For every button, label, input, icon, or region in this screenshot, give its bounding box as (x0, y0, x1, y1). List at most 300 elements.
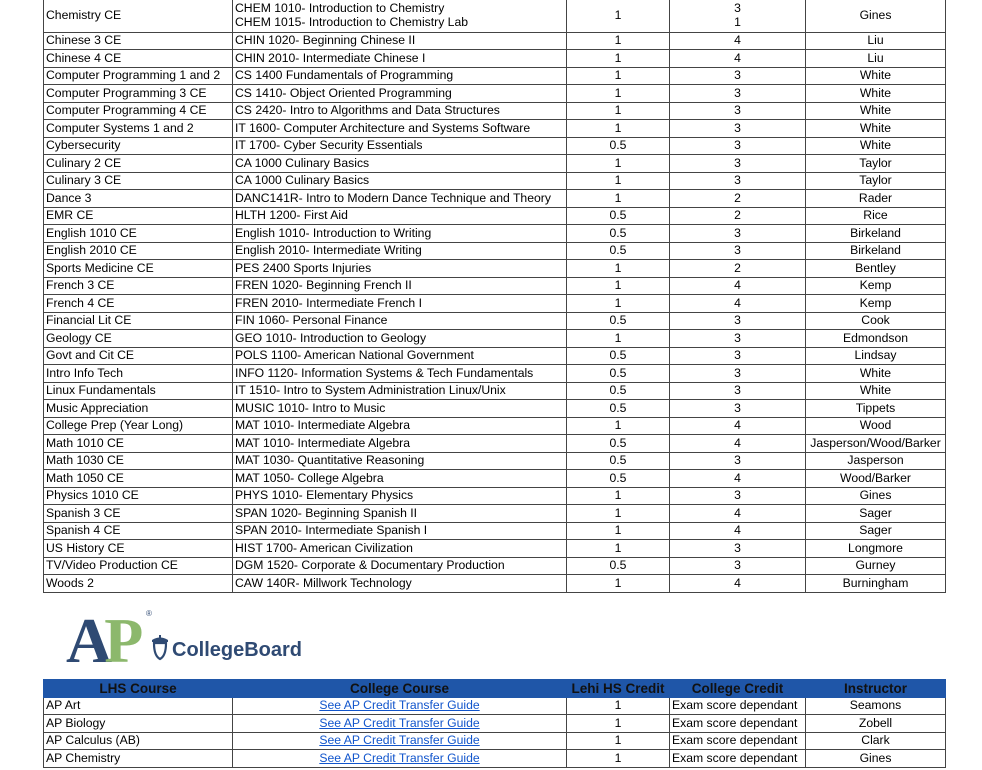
lehi-hs-credit-cell: 0.5 (567, 382, 670, 400)
lhs-course-cell: French 4 CE (44, 295, 233, 313)
college-credit-cell (670, 120, 806, 138)
lehi-hs-credit-cell: 1 (567, 540, 670, 558)
college-course-cell (233, 85, 567, 103)
lehi-hs-credit-cell: 1 (567, 575, 670, 593)
instructor-cell: Bentley (806, 260, 946, 278)
college-course-cell (233, 505, 567, 523)
college-course-cell (233, 435, 567, 453)
instructor-cell: Sager (806, 505, 946, 523)
college-credit-line: 3 (734, 138, 741, 152)
table-row (44, 750, 946, 768)
table-row (44, 732, 946, 750)
table-row (44, 557, 946, 575)
college-credit-cell: Exam score dependant (670, 750, 806, 768)
college-credit-cell (670, 155, 806, 173)
college-credit-line: 3 (734, 348, 741, 362)
college-course-line: FIN 1060- Personal Finance (235, 313, 388, 327)
college-credit-line: 4 (734, 50, 741, 65)
college-credit-cell (670, 0, 806, 32)
college-credit-line: 3 (734, 155, 741, 170)
college-course-cell (233, 400, 567, 418)
instructor-cell: White (806, 365, 946, 383)
college-course-line: MAT 1010- Intermediate Algebra (235, 418, 411, 432)
acorn-icon (152, 635, 168, 659)
college-credit-cell (670, 190, 806, 208)
table-row (44, 312, 946, 330)
instructor-cell: Wood (806, 417, 946, 435)
college-course-line: PES 2400 Sports Injuries (235, 260, 372, 275)
table-row (44, 67, 946, 85)
lehi-hs-credit-cell: 1 (567, 32, 670, 50)
table-row (44, 155, 946, 173)
instructor-cell: Birkeland (806, 225, 946, 243)
lhs-course-cell: English 1010 CE (44, 225, 233, 243)
lhs-course-cell: AP Chemistry (44, 750, 233, 768)
table-row (44, 697, 946, 715)
header-college-course: College Course (233, 680, 567, 698)
table-row (44, 715, 946, 733)
college-credit-line: 4 (734, 295, 741, 310)
lehi-hs-credit-cell: 1 (567, 120, 670, 138)
lehi-hs-credit-cell: 1 (567, 417, 670, 435)
college-course-cell (233, 557, 567, 575)
college-course-cell (233, 470, 567, 488)
college-course-cell (233, 487, 567, 505)
instructor-cell: Tippets (806, 400, 946, 418)
college-credit-line: 3 (734, 173, 741, 187)
college-credit-line: 3 (734, 103, 741, 117)
table-row (44, 575, 946, 593)
college-credit-line: 3 (734, 453, 741, 467)
lhs-course-cell: Chinese 3 CE (44, 32, 233, 50)
instructor-cell: White (806, 120, 946, 138)
instructor-cell: White (806, 102, 946, 120)
college-course-cell (233, 50, 567, 68)
college-course-line: HIST 1700- American Civilization (235, 540, 413, 555)
college-course-cell (233, 382, 567, 400)
ap-credit-transfer-guide-link[interactable]: See AP Credit Transfer Guide (319, 733, 480, 747)
college-credit-cell (670, 452, 806, 470)
instructor-cell: Gurney (806, 557, 946, 575)
header-instructor: Instructor (806, 680, 946, 698)
table-row (44, 400, 946, 418)
lehi-hs-credit-cell: 1 (567, 172, 670, 190)
college-course-line: MAT 1030- Quantitative Reasoning (235, 453, 425, 467)
lehi-hs-credit-cell: 1 (567, 50, 670, 68)
college-credit-cell: Exam score dependant (670, 697, 806, 715)
college-course-cell (233, 575, 567, 593)
instructor-cell: Edmondson (806, 330, 946, 348)
lhs-course-cell: Chemistry CE (44, 0, 233, 32)
table-row (44, 242, 946, 260)
table-row (44, 225, 946, 243)
college-credit-line: 4 (734, 33, 741, 47)
college-course-line: FREN 2010- Intermediate French I (235, 295, 422, 310)
lhs-course-cell: English 2010 CE (44, 242, 233, 260)
college-credit-line: 3 (734, 68, 741, 82)
lhs-course-cell: Computer Programming 1 and 2 (44, 67, 233, 85)
lehi-hs-credit-cell: 0.5 (567, 365, 670, 383)
lehi-hs-credit-cell: 1 (567, 0, 670, 32)
ap-table-header-row (44, 680, 946, 698)
college-credit-cell (670, 312, 806, 330)
college-course-line: IT 1700- Cyber Security Essentials (235, 138, 423, 152)
instructor-cell: Birkeland (806, 242, 946, 260)
table-row (44, 505, 946, 523)
college-credit-cell (670, 50, 806, 68)
college-credit-cell (670, 365, 806, 383)
college-course-line: CA 1000 Culinary Basics (235, 155, 370, 170)
college-course-line: MAT 1010- Intermediate Algebra (235, 435, 411, 450)
lehi-hs-credit-cell: 0.5 (567, 400, 670, 418)
college-credit-line: 3 (734, 558, 741, 572)
college-credit-cell (670, 225, 806, 243)
college-credit-cell (670, 470, 806, 488)
college-course-cell (233, 750, 567, 768)
table-row (44, 85, 946, 103)
college-credit-cell (670, 85, 806, 103)
college-credit-line: 3 (734, 540, 741, 555)
college-credit-cell (670, 575, 806, 593)
lhs-course-cell: Physics 1010 CE (44, 487, 233, 505)
college-credit-cell (670, 207, 806, 225)
college-course-line: CA 1000 Culinary Basics (235, 173, 370, 187)
concurrent-enrollment-table (43, 0, 946, 593)
lehi-hs-credit-cell: 0.5 (567, 435, 670, 453)
lhs-course-cell: Geology CE (44, 330, 233, 348)
college-course-line: MUSIC 1010- Intro to Music (235, 400, 386, 415)
ap-logo-registered: ® (146, 609, 152, 618)
college-course-line: CHEM 1015- Introduction to Chemistry Lab (235, 14, 469, 29)
instructor-cell: White (806, 67, 946, 85)
instructor-cell: Kemp (806, 277, 946, 295)
college-credit-line: 3 (734, 400, 741, 415)
college-credit-line: 2 (734, 190, 741, 205)
lhs-course-cell: TV/Video Production CE (44, 557, 233, 575)
college-course-line: SPAN 2010- Intermediate Spanish I (235, 523, 428, 537)
college-credit-line: 4 (734, 523, 741, 537)
college-course-line: IT 1600- Computer Architecture and Systems Software (235, 120, 531, 135)
table-row (44, 470, 946, 488)
college-course-cell (233, 540, 567, 558)
table-row (44, 435, 946, 453)
ap-credit-transfer-guide-link[interactable]: See AP Credit Transfer Guide (319, 698, 480, 712)
college-credit-cell (670, 260, 806, 278)
college-credit-line: 4 (734, 575, 741, 590)
lehi-hs-credit-cell: 1 (567, 505, 670, 523)
college-credit-cell (670, 347, 806, 365)
instructor-cell: Sager (806, 522, 946, 540)
college-credit-line: 4 (734, 470, 741, 485)
instructor-cell: Gines (806, 0, 946, 32)
lehi-hs-credit-cell: 0.5 (567, 225, 670, 243)
college-credit-line: 4 (734, 505, 741, 520)
college-course-cell (233, 365, 567, 383)
college-credit-cell (670, 277, 806, 295)
college-credit-line: 3 (734, 225, 741, 240)
lehi-hs-credit-cell: 1 (567, 155, 670, 173)
college-course-cell (233, 137, 567, 155)
college-course-line: GEO 1010- Introduction to Geology (235, 330, 427, 345)
lhs-course-cell: Dance 3 (44, 190, 233, 208)
table-row (44, 190, 946, 208)
college-credit-cell (670, 242, 806, 260)
college-credit-cell (670, 540, 806, 558)
college-credit-line: 2 (734, 208, 741, 222)
college-course-cell (233, 330, 567, 348)
lehi-hs-credit-cell: 0.5 (567, 470, 670, 488)
college-credit-cell (670, 522, 806, 540)
lhs-course-cell: Culinary 2 CE (44, 155, 233, 173)
lehi-hs-credit-cell: 1 (567, 715, 670, 733)
instructor-cell: Seamons (806, 697, 946, 715)
lhs-course-cell: Sports Medicine CE (44, 260, 233, 278)
lehi-hs-credit-cell: 1 (567, 102, 670, 120)
college-course-cell (233, 715, 567, 733)
college-course-cell (233, 0, 567, 32)
lhs-course-cell: Math 1050 CE (44, 470, 233, 488)
table-row (44, 382, 946, 400)
table-row (44, 365, 946, 383)
college-course-line: English 1010- Introduction to Writing (235, 225, 432, 240)
instructor-cell: Longmore (806, 540, 946, 558)
table-row (44, 137, 946, 155)
college-course-cell (233, 347, 567, 365)
college-course-line: CAW 140R- Millwork Technology (235, 575, 412, 590)
lhs-course-cell: Financial Lit CE (44, 312, 233, 330)
college-course-cell (233, 32, 567, 50)
college-course-line: SPAN 1020- Beginning Spanish II (235, 505, 418, 520)
lhs-course-cell: Math 1010 CE (44, 435, 233, 453)
ap-courses-table (43, 679, 946, 768)
table-row (44, 260, 946, 278)
instructor-cell: Lindsay (806, 347, 946, 365)
college-course-line: FREN 1020- Beginning French II (235, 278, 412, 292)
college-credit-cell (670, 487, 806, 505)
college-credit-cell (670, 382, 806, 400)
college-course-line: PHYS 1010- Elementary Physics (235, 488, 414, 502)
lehi-hs-credit-cell: 0.5 (567, 557, 670, 575)
table-row (44, 330, 946, 348)
instructor-cell: Liu (806, 32, 946, 50)
college-course-line: POLS 1100- American National Government (235, 348, 474, 362)
college-course-line: CS 1410- Object Oriented Programming (235, 85, 452, 100)
college-course-line: HLTH 1200- First Aid (235, 208, 348, 222)
lehi-hs-credit-cell: 1 (567, 330, 670, 348)
instructor-cell: Rader (806, 190, 946, 208)
college-credit-line: 3 (734, 313, 741, 327)
college-credit-line: 1 (734, 14, 741, 29)
table-row (44, 277, 946, 295)
lhs-course-cell: EMR CE (44, 207, 233, 225)
lhs-course-cell: AP Calculus (AB) (44, 732, 233, 750)
college-credit-line: 3 (734, 383, 741, 397)
lhs-course-cell: Spanish 4 CE (44, 522, 233, 540)
table-row (44, 487, 946, 505)
lhs-course-cell: Cybersecurity (44, 137, 233, 155)
college-credit-cell (670, 172, 806, 190)
college-course-cell (233, 155, 567, 173)
college-course-line: CS 2420- Intro to Algorithms and Data Structures (235, 103, 500, 117)
lehi-hs-credit-cell: 1 (567, 522, 670, 540)
ap-collegeboard-logo (66, 606, 311, 666)
instructor-cell: Taylor (806, 172, 946, 190)
header-lhs-course: LHS Course (44, 680, 233, 698)
instructor-cell: Taylor (806, 155, 946, 173)
instructor-cell: Jasperson (806, 452, 946, 470)
college-credit-cell (670, 102, 806, 120)
lehi-hs-credit-cell: 1 (567, 190, 670, 208)
lehi-hs-credit-cell: 0.5 (567, 452, 670, 470)
lhs-course-cell: Chinese 4 CE (44, 50, 233, 68)
lehi-hs-credit-cell: 0.5 (567, 347, 670, 365)
college-credit-cell (670, 557, 806, 575)
college-credit-cell (670, 505, 806, 523)
college-credit-line: 3 (734, 120, 741, 135)
lhs-course-cell: French 3 CE (44, 277, 233, 295)
table-row (44, 207, 946, 225)
college-course-line: DGM 1520- Corporate & Documentary Production (235, 558, 505, 572)
lhs-course-cell: AP Art (44, 697, 233, 715)
header-college-credit: College Credit (670, 680, 806, 698)
college-credit-line: 3 (734, 243, 741, 257)
instructor-cell: White (806, 137, 946, 155)
instructor-cell: Rice (806, 207, 946, 225)
college-course-cell (233, 452, 567, 470)
college-course-cell (233, 417, 567, 435)
college-credit-cell (670, 330, 806, 348)
college-credit-line: 3 (734, 330, 741, 345)
lhs-course-cell: Computer Programming 4 CE (44, 102, 233, 120)
lhs-course-cell: Intro Info Tech (44, 365, 233, 383)
lhs-course-cell: Culinary 3 CE (44, 172, 233, 190)
college-course-line: DANC141R- Intro to Modern Dance Technique and Theory (235, 190, 551, 205)
college-course-line: CHEM 1010- Introduction to Chemistry (235, 1, 445, 16)
college-course-cell (233, 732, 567, 750)
instructor-cell: Burningham (806, 575, 946, 593)
table-row (44, 32, 946, 50)
college-course-cell (233, 260, 567, 278)
lehi-hs-credit-cell: 1 (567, 260, 670, 278)
college-credit-cell: Exam score dependant (670, 715, 806, 733)
lhs-course-cell: US History CE (44, 540, 233, 558)
college-credit-cell (670, 417, 806, 435)
instructor-cell: Clark (806, 732, 946, 750)
college-credit-line: 3 (734, 85, 741, 100)
table-row (44, 417, 946, 435)
lhs-course-cell: Math 1030 CE (44, 452, 233, 470)
lehi-hs-credit-cell: 0.5 (567, 312, 670, 330)
lhs-course-cell: Music Appreciation (44, 400, 233, 418)
lehi-hs-credit-cell: 1 (567, 295, 670, 313)
instructor-cell: Gines (806, 750, 946, 768)
college-credit-cell (670, 400, 806, 418)
college-credit-line: 2 (734, 260, 741, 275)
lehi-hs-credit-cell: 1 (567, 277, 670, 295)
college-credit-cell: Exam score dependant (670, 732, 806, 750)
college-credit-cell (670, 435, 806, 453)
college-credit-line: 4 (734, 418, 741, 432)
lhs-course-cell: College Prep (Year Long) (44, 417, 233, 435)
college-course-cell (233, 172, 567, 190)
table-row (44, 120, 946, 138)
college-course-cell (233, 312, 567, 330)
lehi-hs-credit-cell: 1 (567, 732, 670, 750)
college-credit-line: 4 (734, 278, 741, 292)
college-credit-cell (670, 67, 806, 85)
college-credit-line: 3 (734, 1, 741, 16)
table-row (44, 102, 946, 120)
college-credit-cell (670, 32, 806, 50)
lhs-course-cell: Woods 2 (44, 575, 233, 593)
college-course-cell (233, 120, 567, 138)
instructor-cell: White (806, 382, 946, 400)
college-course-line: CHIN 1020- Beginning Chinese II (235, 33, 416, 47)
college-course-cell (233, 102, 567, 120)
college-course-cell (233, 67, 567, 85)
college-credit-cell (670, 137, 806, 155)
lhs-course-cell: Computer Systems 1 and 2 (44, 120, 233, 138)
table-row (44, 295, 946, 313)
instructor-cell: Kemp (806, 295, 946, 313)
lehi-hs-credit-cell: 0.5 (567, 207, 670, 225)
table-row (44, 522, 946, 540)
instructor-cell: Liu (806, 50, 946, 68)
instructor-cell: White (806, 85, 946, 103)
lehi-hs-credit-cell: 1 (567, 697, 670, 715)
instructor-cell: Cook (806, 312, 946, 330)
lehi-hs-credit-cell: 1 (567, 750, 670, 768)
lehi-hs-credit-cell: 1 (567, 487, 670, 505)
college-credit-line: 3 (734, 365, 741, 380)
college-course-line: IT 1510- Intro to System Administration Linux/Unix (235, 383, 506, 397)
lhs-course-cell: Spanish 3 CE (44, 505, 233, 523)
ap-logo-a: AP (66, 606, 144, 666)
instructor-cell: Gines (806, 487, 946, 505)
college-course-cell (233, 225, 567, 243)
college-course-cell (233, 190, 567, 208)
table-row (44, 50, 946, 68)
ap-credit-transfer-guide-link[interactable]: See AP Credit Transfer Guide (319, 750, 480, 765)
lhs-course-cell: Computer Programming 3 CE (44, 85, 233, 103)
instructor-cell: Zobell (806, 715, 946, 733)
lhs-course-cell: AP Biology (44, 715, 233, 733)
college-course-cell (233, 295, 567, 313)
collegeboard-wordmark: CollegeBoard (172, 639, 303, 661)
lehi-hs-credit-cell: 0.5 (567, 242, 670, 260)
college-credit-line: 4 (734, 435, 741, 450)
college-course-line: INFO 1120- Information Systems & Tech Fundamentals (235, 365, 534, 380)
lehi-hs-credit-cell: 1 (567, 67, 670, 85)
lehi-hs-credit-cell: 1 (567, 85, 670, 103)
college-course-line: CHIN 2010- Intermediate Chinese I (235, 50, 426, 65)
college-course-cell (233, 242, 567, 260)
college-credit-line: 3 (734, 488, 741, 502)
college-course-cell (233, 522, 567, 540)
header-lehi-hs-credit: Lehi HS Credit (567, 680, 670, 698)
college-course-line: English 2010- Intermediate Writing (235, 243, 422, 257)
college-credit-cell (670, 295, 806, 313)
table-row (44, 0, 946, 32)
college-course-line: MAT 1050- College Algebra (235, 470, 384, 485)
table-row (44, 347, 946, 365)
instructor-cell: Wood/Barker (806, 470, 946, 488)
college-course-cell (233, 207, 567, 225)
lhs-course-cell: Linux Fundamentals (44, 382, 233, 400)
ap-credit-transfer-guide-link[interactable]: See AP Credit Transfer Guide (319, 715, 480, 730)
table-row (44, 540, 946, 558)
college-course-line: CS 1400 Fundamentals of Programming (235, 68, 454, 82)
